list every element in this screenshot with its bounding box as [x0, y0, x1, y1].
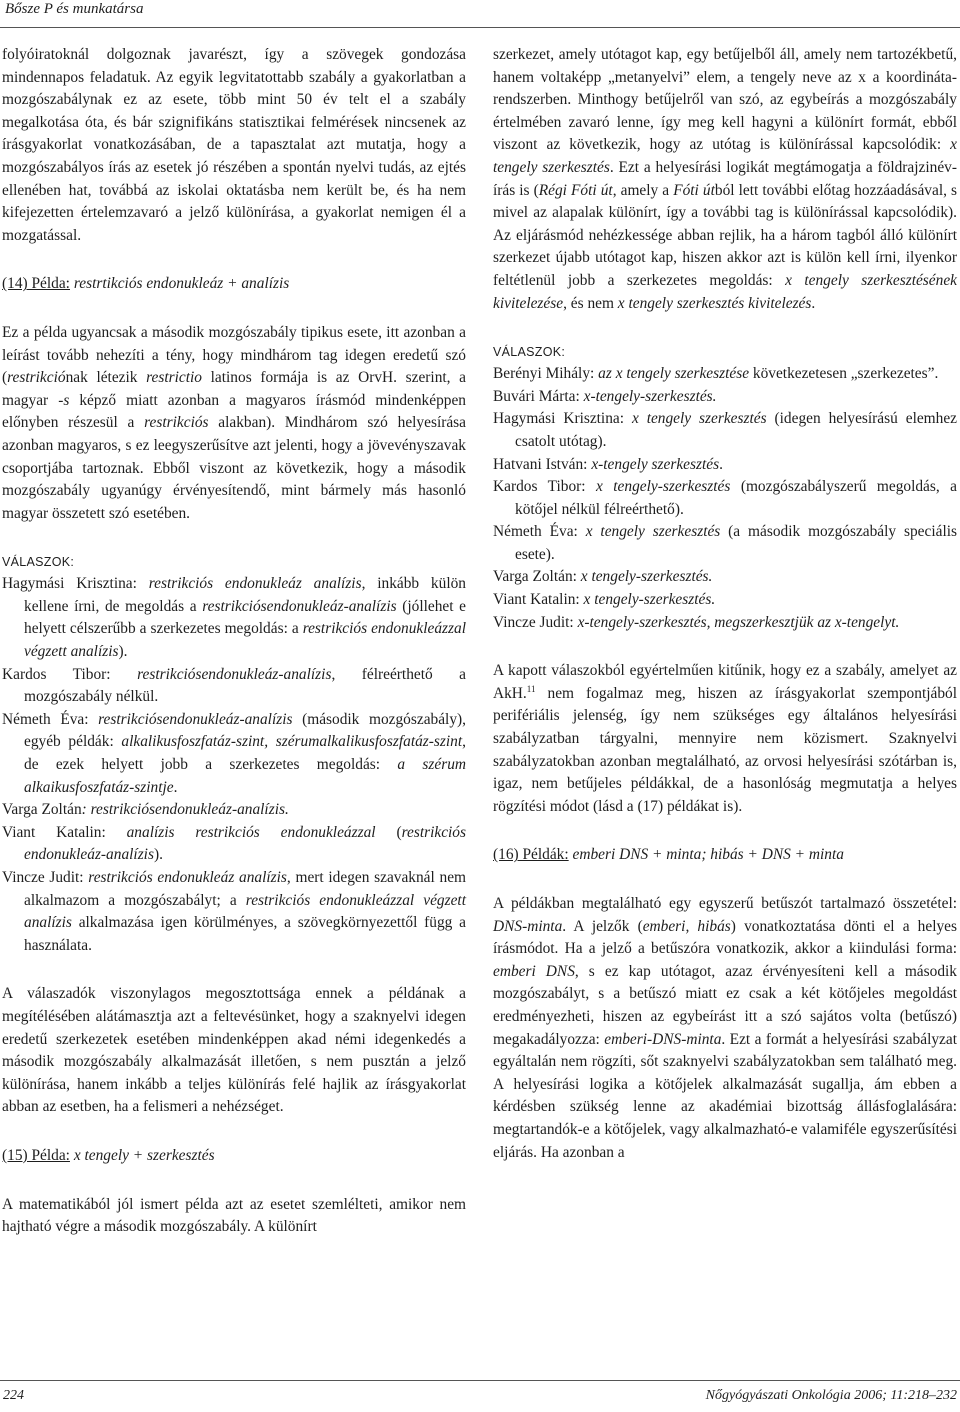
paragraph: A matematikából jól ismert példa azt az esetet szemlélteti, amikor nem hajtható végre a második mozgószabály. A különírt	[2, 1195, 466, 1236]
example-label: (14) Példa:	[2, 275, 70, 293]
example-14-heading	[2, 273, 466, 296]
response-item: Hagymási Krisztina: x tengely szerkesztés (idegen helyesírású elemhez csatolt utótag).	[493, 410, 958, 450]
example-title: restrtikciós endonukleáz + analízis	[73, 275, 290, 293]
response-item: Berényi Mihály: az x tengely szerkesztése következetesen „szerkezetes”.	[493, 365, 939, 383]
running-header: Bősze P és munkatársa	[5, 1, 144, 17]
example-label: (15) Példa:	[2, 1146, 70, 1164]
example-15-heading	[2, 1145, 466, 1168]
paragraph: szerkezet, amely utótagot kap, egy betűjelből áll, amely nem tartozékbetű, hanem voltaképp „metanyelvi” elem, a tengely neve az x a koordináta-rendszerben. Minthogy betűjelről van szó, az egybeírás a mozgószabály értelmében zavaró lenne, így meg kell hagyni a különírt formát, ebből viszont az következik, hogy az utótag is különírással kapcsolódik: x tengely szerkesztés. Ezt a helyesírási logikát megtámogatja a földrajzinév-írás is (Régi Fóti út, amely a Fóti útból lett további előtag hozzáadásával, s mivel az alapalak különírt, így a további tag is különírással kapcsolódik). Az eljárásmód nehézkessége abban rejlik, ha a három tagból álló különírt szerkezet újabb utótagot kap, hiszen akkor azt is külön kell írni, ilyenkor feltétlenül jobb a szerkezetes megoldás: x tengely szerkesztésének kivitelezése, és nem x tengely szerkesztés kivitelezés.	[493, 46, 957, 312]
footnote-ref: 11	[526, 683, 536, 694]
example-title: x tengely + szerkesztés	[73, 1146, 215, 1164]
response-item: Hagymási Krisztina: restrikciós endonukleáz analízis, inkább külön kellene írni, de megoldás a restrikciósendonukleáz-analízis (jóllehet e helyett célszerűbb a szerkezetes megoldás: a restrikciós endonukleázzal végzett analízis).	[2, 575, 466, 661]
journal-citation: Nőgyógyászati Onkológia 2006; 11:218–232	[705, 1388, 957, 1403]
response-item: Varga Zoltán: restrikciósendonukleáz-analízis.	[2, 801, 289, 819]
responses-label: VÁLASZOK:	[493, 345, 566, 360]
footer-rule	[0, 1380, 960, 1381]
response-item: Németh Éva: x tengely szerkesztés (a második mozgószabály speciális esete).	[493, 523, 957, 563]
paragraph: folyóiratoknál dolgoznak javarészt, így a szövegek gondozása mindennapos feladatuk. Az egyik legvitatottabb szabály a gyakorlatban a mozgószabálynak ez az esete, több mint 50 év telt el a szabály megalkotása óta, és bár szignifikáns statisztikai felmérések nincsenek az írásgyakorlat vonatkozásában, de a tapasztalat azt mutatja, hogy a mozgószabályos írás az esetek jó részében a spontán nyelvi tudás, az ejtés ellenében hat, továbbá az iskolai oktatásba nem került be, és ha nem kifejezetten értelemzavaró a jelző különírása, a gyakorlat nemigen él a mozgatással.	[2, 46, 466, 244]
responses-label: VÁLASZOK:	[2, 555, 75, 570]
paragraph: A válaszadók viszonylagos megosztottsága ennek a példának a megítélésében alátámasztja azt a feltevésünket, hogy a szaknyelvi idegen eredetű szerkezetek esetében mindenképpen akad némi idegenkedés a második mozgószabály alkalmazását illetően, s nem pusztán a jelző különírása, hanem inkább a teljes különírás felé hajlik az írásgyakorlat abban az esetben, ha a felismeri a nehézséget.	[2, 985, 466, 1116]
response-item: Varga Zoltán: x tengely-szerkesztés.	[493, 568, 713, 586]
right-column	[493, 44, 957, 1164]
example-label: (16) Példák:	[493, 846, 569, 864]
response-item: Buvári Márta: x-tengely-szerkesztés.	[493, 387, 717, 405]
paragraph: Ez a példa ugyancsak a második mozgószabály tipikus esete, itt azonban a leírást tovább nehezíti a tény, hogy mindhárom tag idegen eredetű szó (restrikciónak létezik restrictio latinos formája is az OrvH. szerint, a magyar -s képző miatt azonban a magyaros írásmód mindenképpen előnyben részesül a restrikciós alakban). Mindhárom szó helyesírása azonban magyaros, s ez leegyszerűsítve azt jelenti, hogy a jövevényszavak csoportjába tartoznak. Ebből viszont az következik, hogy a második mozgószabály ugyanúgy érvényesítendő, mint bármely más hasonló magyar összetett szó esetében.	[2, 323, 467, 522]
header-rule	[0, 27, 960, 28]
response-item: Németh Éva: restrikciósendonukleáz-analízis (második mozgószabály), egyéb példák: alkalikusfoszfatáz-szint, szérumalkalikusfoszfatáz-szint, de ezek helyett jobb a szerkezetes megoldás: a szérum alkaikusfoszfatáz-szintje.	[2, 710, 467, 796]
response-item: Viant Katalin: x tengely-szerkesztés.	[493, 591, 716, 609]
response-item: Kardos Tibor: x tengely-szerkesztés (mozgószabályszerű megoldás, a kötőjel nélkül félreérthető).	[493, 478, 958, 518]
example-16-heading	[493, 844, 957, 867]
response-item: Hatvani István: x-tengely szerkesztés.	[493, 455, 723, 473]
response-item: Vincze Judit: x-tengely-szerkesztés, megszerkesztjük az x-tengelyt.	[493, 613, 900, 631]
page-number: 224	[3, 1388, 24, 1403]
response-item: Kardos Tibor: restrikciósendonukleáz-analízis, félreérthető a mozgószabály nélkül.	[2, 665, 467, 706]
paragraph: A példákban megtalálható egy egyszerű betűszót tartalmazó összetétel: DNS-minta. A jelzők (emberi, hibás) vonatkoztatása dönti el a helyes írásmódot. Ha a jelző a betűszóra vonatkozik, akkor a kiindulási forma: emberi DNS, s ez kap utótagot, azaz érvényesíteni kell a második mozgószabályt, s a betűszó miatt ez csak a két kötőjeles megoldást eredményezheti, hiszen az egybeírást itt a szó sajátos volta (betűszó) megakadályozza: emberi-DNS-minta. Ezt a formát a helyesírási szabályzat egyáltalán nem rögzíti, sőt szaknyelvi szabályzatokban sem található meg. A helyesírási logika a kötőjelek alkalmazását sugallja, ám ebben a kérdésben szükség lenne az akadémiai bizottság állásfoglalására: megtartandók-e a kötőjelek, vagy alkalmazható-e valamiféle egyszerűsítési eljárás. Ha azonban a	[493, 895, 957, 1161]
paragraph: A kapott válaszokból egyértelműen kitűnik, hogy ez a szabály, amelyet az AkH.$^{11}$ nem fogalmaz meg, hiszen az írásgyakorlat szempontjából perifériális jelenség, így nem szükséges egy általános helyesírási szabályzatban tárgyalni, mennyire nem közismert. Szaknyelvi szabályzatokban azonban megtalálható, az orvosi helyesírási szótárban is, igaz, nem betűjeles példákkal, de a hasonlóság megmutatja a helyes rögzítési módot (lásd a (17) példákat is).	[493, 662, 957, 815]
left-column	[2, 44, 466, 1239]
example-title: emberi DNS + minta; hibás + DNS + minta	[572, 846, 844, 864]
response-item: Vincze Judit: restrikciós endonukleáz analízis, mert idegen szavaknál nem alkalmazom a mozgószabályt; a restrikciós endonukleázzal végzett analízis alkalmazása igen körülményes, a szövegkörnyezettől függ a használata.	[2, 869, 466, 954]
response-item: Viant Katalin: analízis restrikciós endonukleázzal (restrikciós endonukleáz-analízis).	[2, 823, 466, 864]
